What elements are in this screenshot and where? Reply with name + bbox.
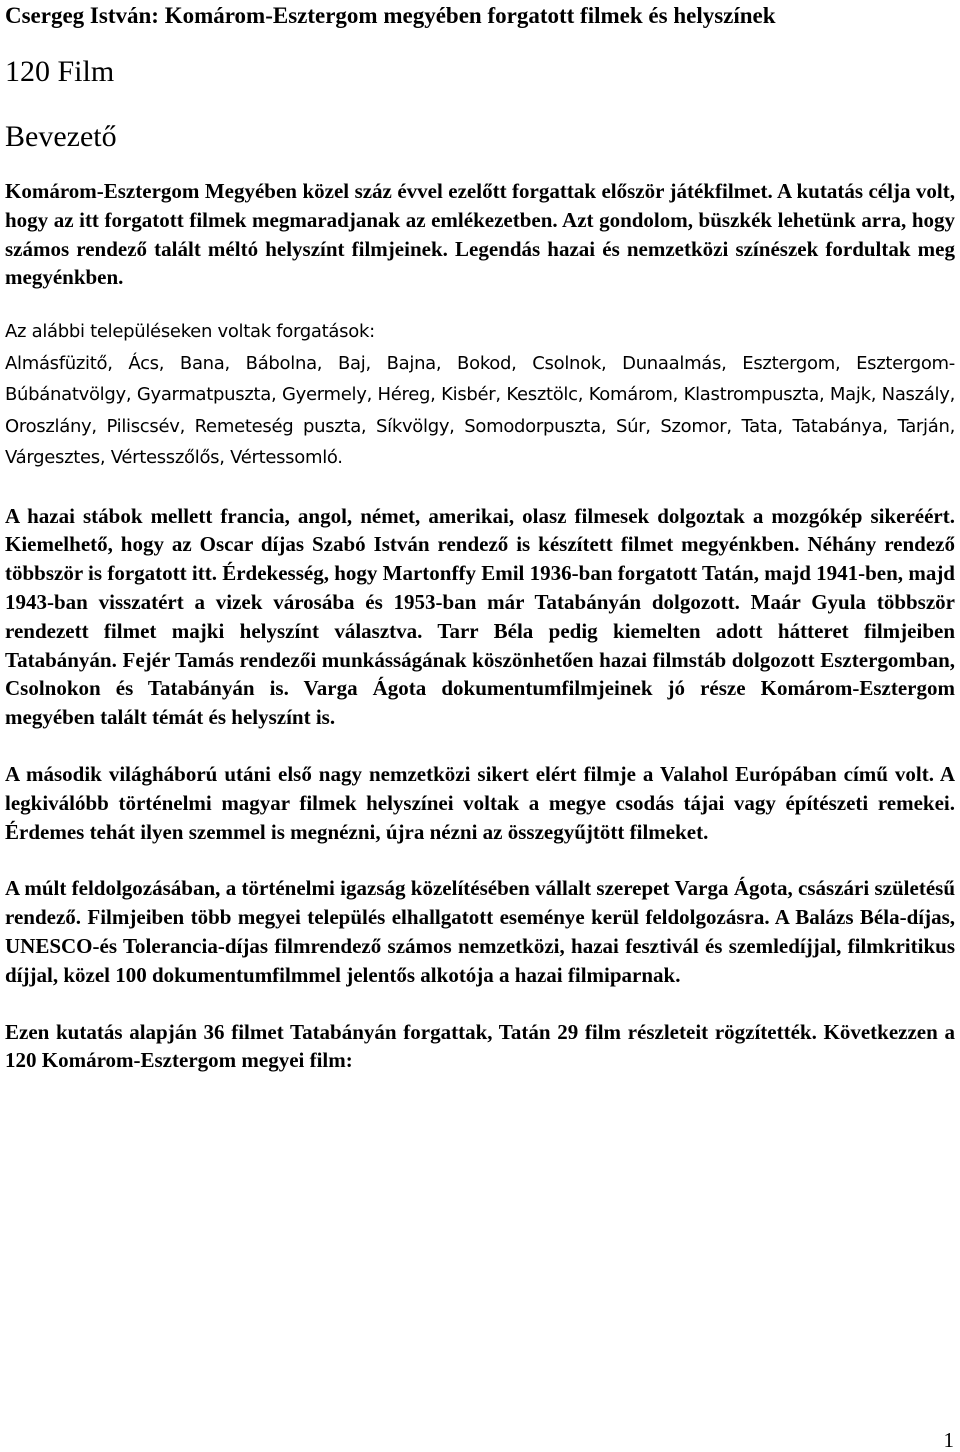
document-page [5, 0, 955, 1075]
page-number: 1 [943, 1428, 954, 1452]
paragraph-conclusion: Ezen kutatás alapján 36 filmet Tatabányán forgattak, Tatán 29 film részleteit rögzítették. Következzen a 120 Komárom-Esztergom megyei film: [5, 1019, 955, 1073]
document-title: Csergeg István: Komárom-Esztergom megyében forgatott filmek és helyszínek [5, 3, 776, 28]
paragraph-postwar: A második világháború utáni első nagy nemzetközi sikert elért filmje a Valahol Európában című volt. A legkiválóbb történelmi magyar filmek helyszínei voltak a megye csodás tájai vagy építészeti remekei. Érdemes tehát ilyen szemmel is megnézni, újra nézni az összegyűjtött filmeket. [5, 762, 955, 844]
paragraph-crews: A hazai stábok mellett francia, angol, német, amerikai, olasz filmesek dolgoztak a mozgókép sikeréért. Kiemelhető, hogy az Oscar díjas Szabó István rendező is készített filmet megyénkben. Néhány rendező többször is forgatott itt. Érdekesség, hogy Martonffy Emil 1936-ban forgatott Tatán, majd 1941-ben, majd 1943-ban visszatért a vizek városába és 1953-ban már Tatabányán dolgozott. Maár Gyula többször rendezett filmet majki helyszínt választva. Tarr Béla pedig kiemelten adott hátteret filmjeiben Tatabányán. Fejér Tamás rendezői munkásságának köszönhetően hazai filmstáb dolgozott Esztergomban, Csolnokon és Tatabányán is. Varga Ágota dokumentumfilmjeinek jó része Komárom-Esztergom megyében talált témát és helyszínt is. [5, 503, 955, 730]
paragraph-intro: Komárom-Esztergom Megyében közel száz évvel ezelőtt forgattak először játékfilmet. A kutatás célja volt, hogy az itt forgatott filmek megmaradjanak az emlékezetben. Azt gondolom, büszkék lehetünk arra, hogy számos rendező talált méltó helyszínt filmjeinek. Legendás hazai és nemzetközi színészek fordultak meg megyénkben. [5, 179, 955, 290]
locations-block [5, 316, 955, 474]
paragraph-varga-agota: A múlt feldolgozásában, a történelmi igazság közelítésében vállalt szerepet Varga Ágota, császári születésű rendező. Filmjeiben több megyei település elhallgatott eseménye kerül feldolgozásra. A Balázs Béla-díjas, UNESCO-és Tolerancia-díjas filmrendező számos nemzetközi, hazai fesztivál és szemledíjjal, filmkritikus díjjal, közel 100 dokumentumfilmmel jelentős alkotója a hazai filmiparnak. [5, 876, 955, 987]
heading-introduction: Bevezető [5, 120, 117, 153]
heading-film-count: 120 Film [5, 55, 115, 88]
locations-list: Almásfüzitő, Ács, Bana, Bábolna, Baj, Bajna, Bokod, Csolnok, Dunaalmás, Esztergom, Esztergom-Búbánatvölgy, Gyarmatpuszta, Gyermely, Héreg, Kisbér, Kesztölc, Komárom, Klastrompuszta, Majk, Naszály, Oroszlány, Piliscsév, Remeteség puszta, Síkvölgy, Somodorpuszta, Súr, Szomor, Tata, Tatabánya, Tarján, Várgesztes, Vértesszőlős, Vértessomló. [5, 352, 955, 469]
locations-label: Az alábbi településeken voltak forgatások: [5, 321, 375, 343]
